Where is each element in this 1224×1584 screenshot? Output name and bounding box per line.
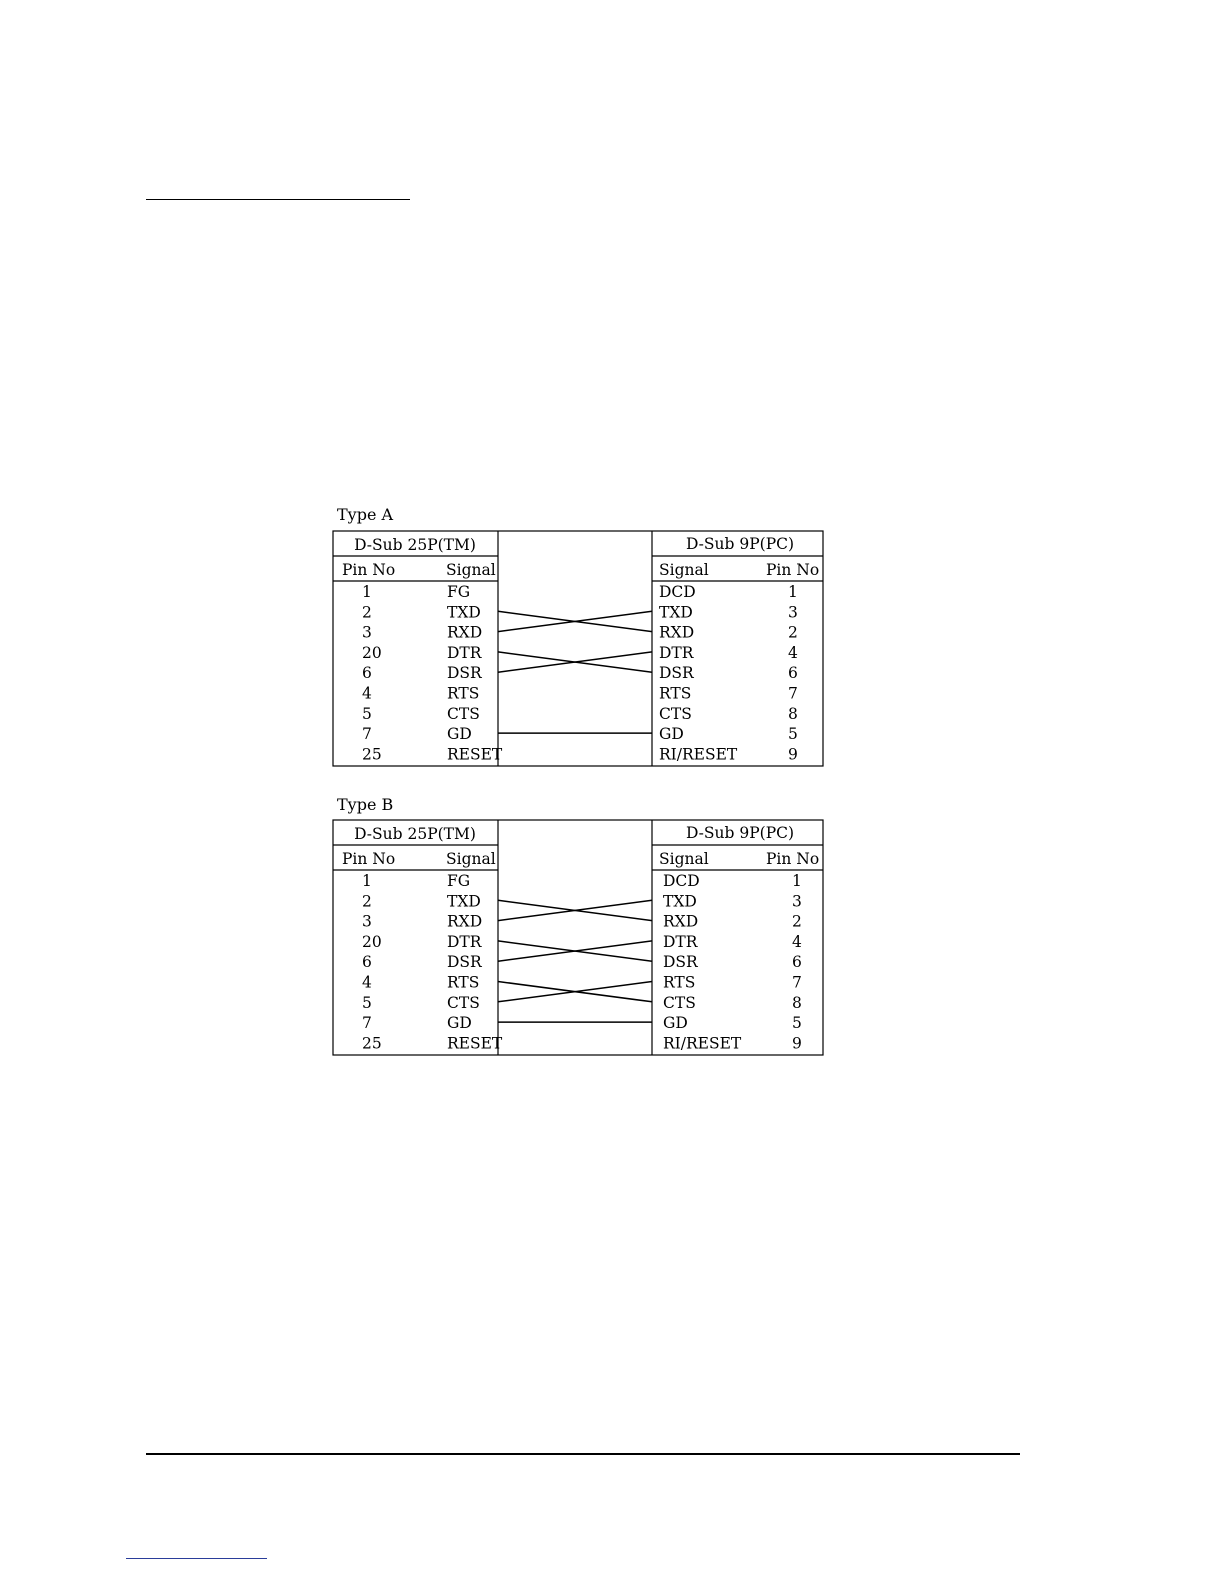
diagram-frame — [333, 531, 823, 766]
left-pin-number: 1 — [362, 583, 372, 601]
right-signal-name: GD — [659, 725, 684, 744]
right-signal-name: CTS — [663, 993, 696, 1012]
left-signal-name: CTS — [447, 704, 480, 723]
left-pin-no-column-label: Pin No — [342, 561, 396, 579]
right-pin-number: 9 — [792, 1034, 802, 1053]
right-pin-no-column-label: Pin No — [766, 850, 820, 868]
right-pin-number: 5 — [792, 1014, 802, 1033]
right-signal-name: TXD — [659, 603, 693, 622]
left-signal-name: RESET — [447, 1034, 503, 1053]
right-signal-name: RXD — [663, 912, 699, 931]
left-pin-number: 7 — [362, 725, 372, 744]
left-pin-number: 25 — [362, 1034, 382, 1053]
right-pin-no-column-label: Pin No — [766, 561, 820, 579]
right-pin-number: 9 — [788, 745, 798, 764]
left-signal-name: RESET — [447, 745, 503, 764]
left-signal-name: RTS — [447, 684, 480, 703]
right-signal-column-label: Signal — [659, 850, 709, 868]
left-signal-column-label: Signal — [446, 561, 496, 579]
footer-link-underline — [126, 1558, 267, 1559]
left-pin-number: 4 — [362, 973, 372, 992]
right-signal-name: DSR — [659, 664, 694, 683]
right-connector-header: D-Sub 9P(PC) — [685, 535, 795, 553]
left-connector-header: D-Sub 25P(TM) — [354, 825, 476, 843]
left-pin-number: 2 — [362, 892, 372, 911]
right-signal-column-label: Signal — [659, 561, 709, 579]
type-b-wiring-diagram — [332, 819, 824, 1057]
left-signal-name: DSR — [447, 953, 482, 972]
diagram-frame — [333, 820, 823, 1055]
right-signal-name: TXD — [663, 892, 697, 911]
left-signal-name: DTR — [447, 643, 482, 662]
right-signal-name: DCD — [663, 872, 700, 890]
left-pin-number: 6 — [362, 953, 372, 972]
left-signal-name: RXD — [447, 912, 483, 931]
right-pin-number: 5 — [788, 725, 798, 744]
right-pin-number: 1 — [792, 872, 802, 890]
left-pin-number: 4 — [362, 684, 372, 703]
left-pin-number: 20 — [362, 643, 382, 662]
right-signal-name: DTR — [663, 932, 698, 951]
left-pin-number: 6 — [362, 664, 372, 683]
right-pin-number: 3 — [788, 603, 798, 622]
right-signal-name: RTS — [659, 684, 692, 703]
header-rule — [146, 199, 410, 200]
right-pin-number: 4 — [788, 643, 798, 662]
right-pin-number: 7 — [792, 973, 802, 992]
right-pin-number: 2 — [788, 623, 798, 642]
right-signal-name: DTR — [659, 643, 694, 662]
right-signal-name: DCD — [659, 583, 696, 601]
left-pin-number: 5 — [362, 993, 372, 1012]
right-signal-name: DSR — [663, 953, 698, 972]
left-pin-number: 3 — [362, 623, 372, 642]
left-pin-number: 1 — [362, 872, 372, 890]
right-pin-number: 7 — [788, 684, 798, 703]
left-signal-name: TXD — [447, 892, 481, 911]
left-connector-header: D-Sub 25P(TM) — [354, 536, 476, 554]
left-signal-name: DSR — [447, 664, 482, 683]
left-signal-name: GD — [447, 1014, 472, 1033]
left-signal-name: RTS — [447, 973, 480, 992]
right-pin-number: 4 — [792, 932, 802, 951]
left-pin-number: 5 — [362, 704, 372, 723]
type-b-title: Type B — [337, 795, 394, 814]
right-pin-number: 2 — [792, 912, 802, 931]
right-signal-name: RXD — [659, 623, 695, 642]
footer-rule — [146, 1453, 1020, 1455]
left-pin-no-column-label: Pin No — [342, 850, 396, 868]
right-signal-name: RI/RESET — [659, 745, 738, 764]
right-pin-number: 1 — [788, 583, 798, 601]
left-signal-name: GD — [447, 725, 472, 744]
left-pin-number: 2 — [362, 603, 372, 622]
left-signal-name: CTS — [447, 993, 480, 1012]
left-pin-number: 7 — [362, 1014, 372, 1033]
right-pin-number: 8 — [792, 993, 802, 1012]
left-pin-number: 3 — [362, 912, 372, 931]
left-signal-name: DTR — [447, 932, 482, 951]
right-connector-header: D-Sub 9P(PC) — [685, 824, 795, 842]
type-a-title: Type A — [337, 505, 394, 524]
right-pin-number: 6 — [788, 664, 798, 683]
type-a-wiring-diagram — [332, 530, 824, 768]
left-pin-number: 25 — [362, 745, 382, 764]
right-signal-name: RI/RESET — [663, 1034, 742, 1053]
right-pin-number: 8 — [788, 704, 798, 723]
right-signal-name: GD — [663, 1014, 688, 1033]
right-signal-name: RTS — [663, 973, 696, 992]
right-pin-number: 6 — [792, 953, 802, 972]
left-signal-name: FG — [447, 583, 471, 601]
left-signal-name: RXD — [447, 623, 483, 642]
right-signal-name: CTS — [659, 704, 692, 723]
left-signal-name: FG — [447, 872, 471, 890]
left-pin-number: 20 — [362, 932, 382, 951]
right-pin-number: 3 — [792, 892, 802, 911]
left-signal-name: TXD — [447, 603, 481, 622]
left-signal-column-label: Signal — [446, 850, 496, 868]
